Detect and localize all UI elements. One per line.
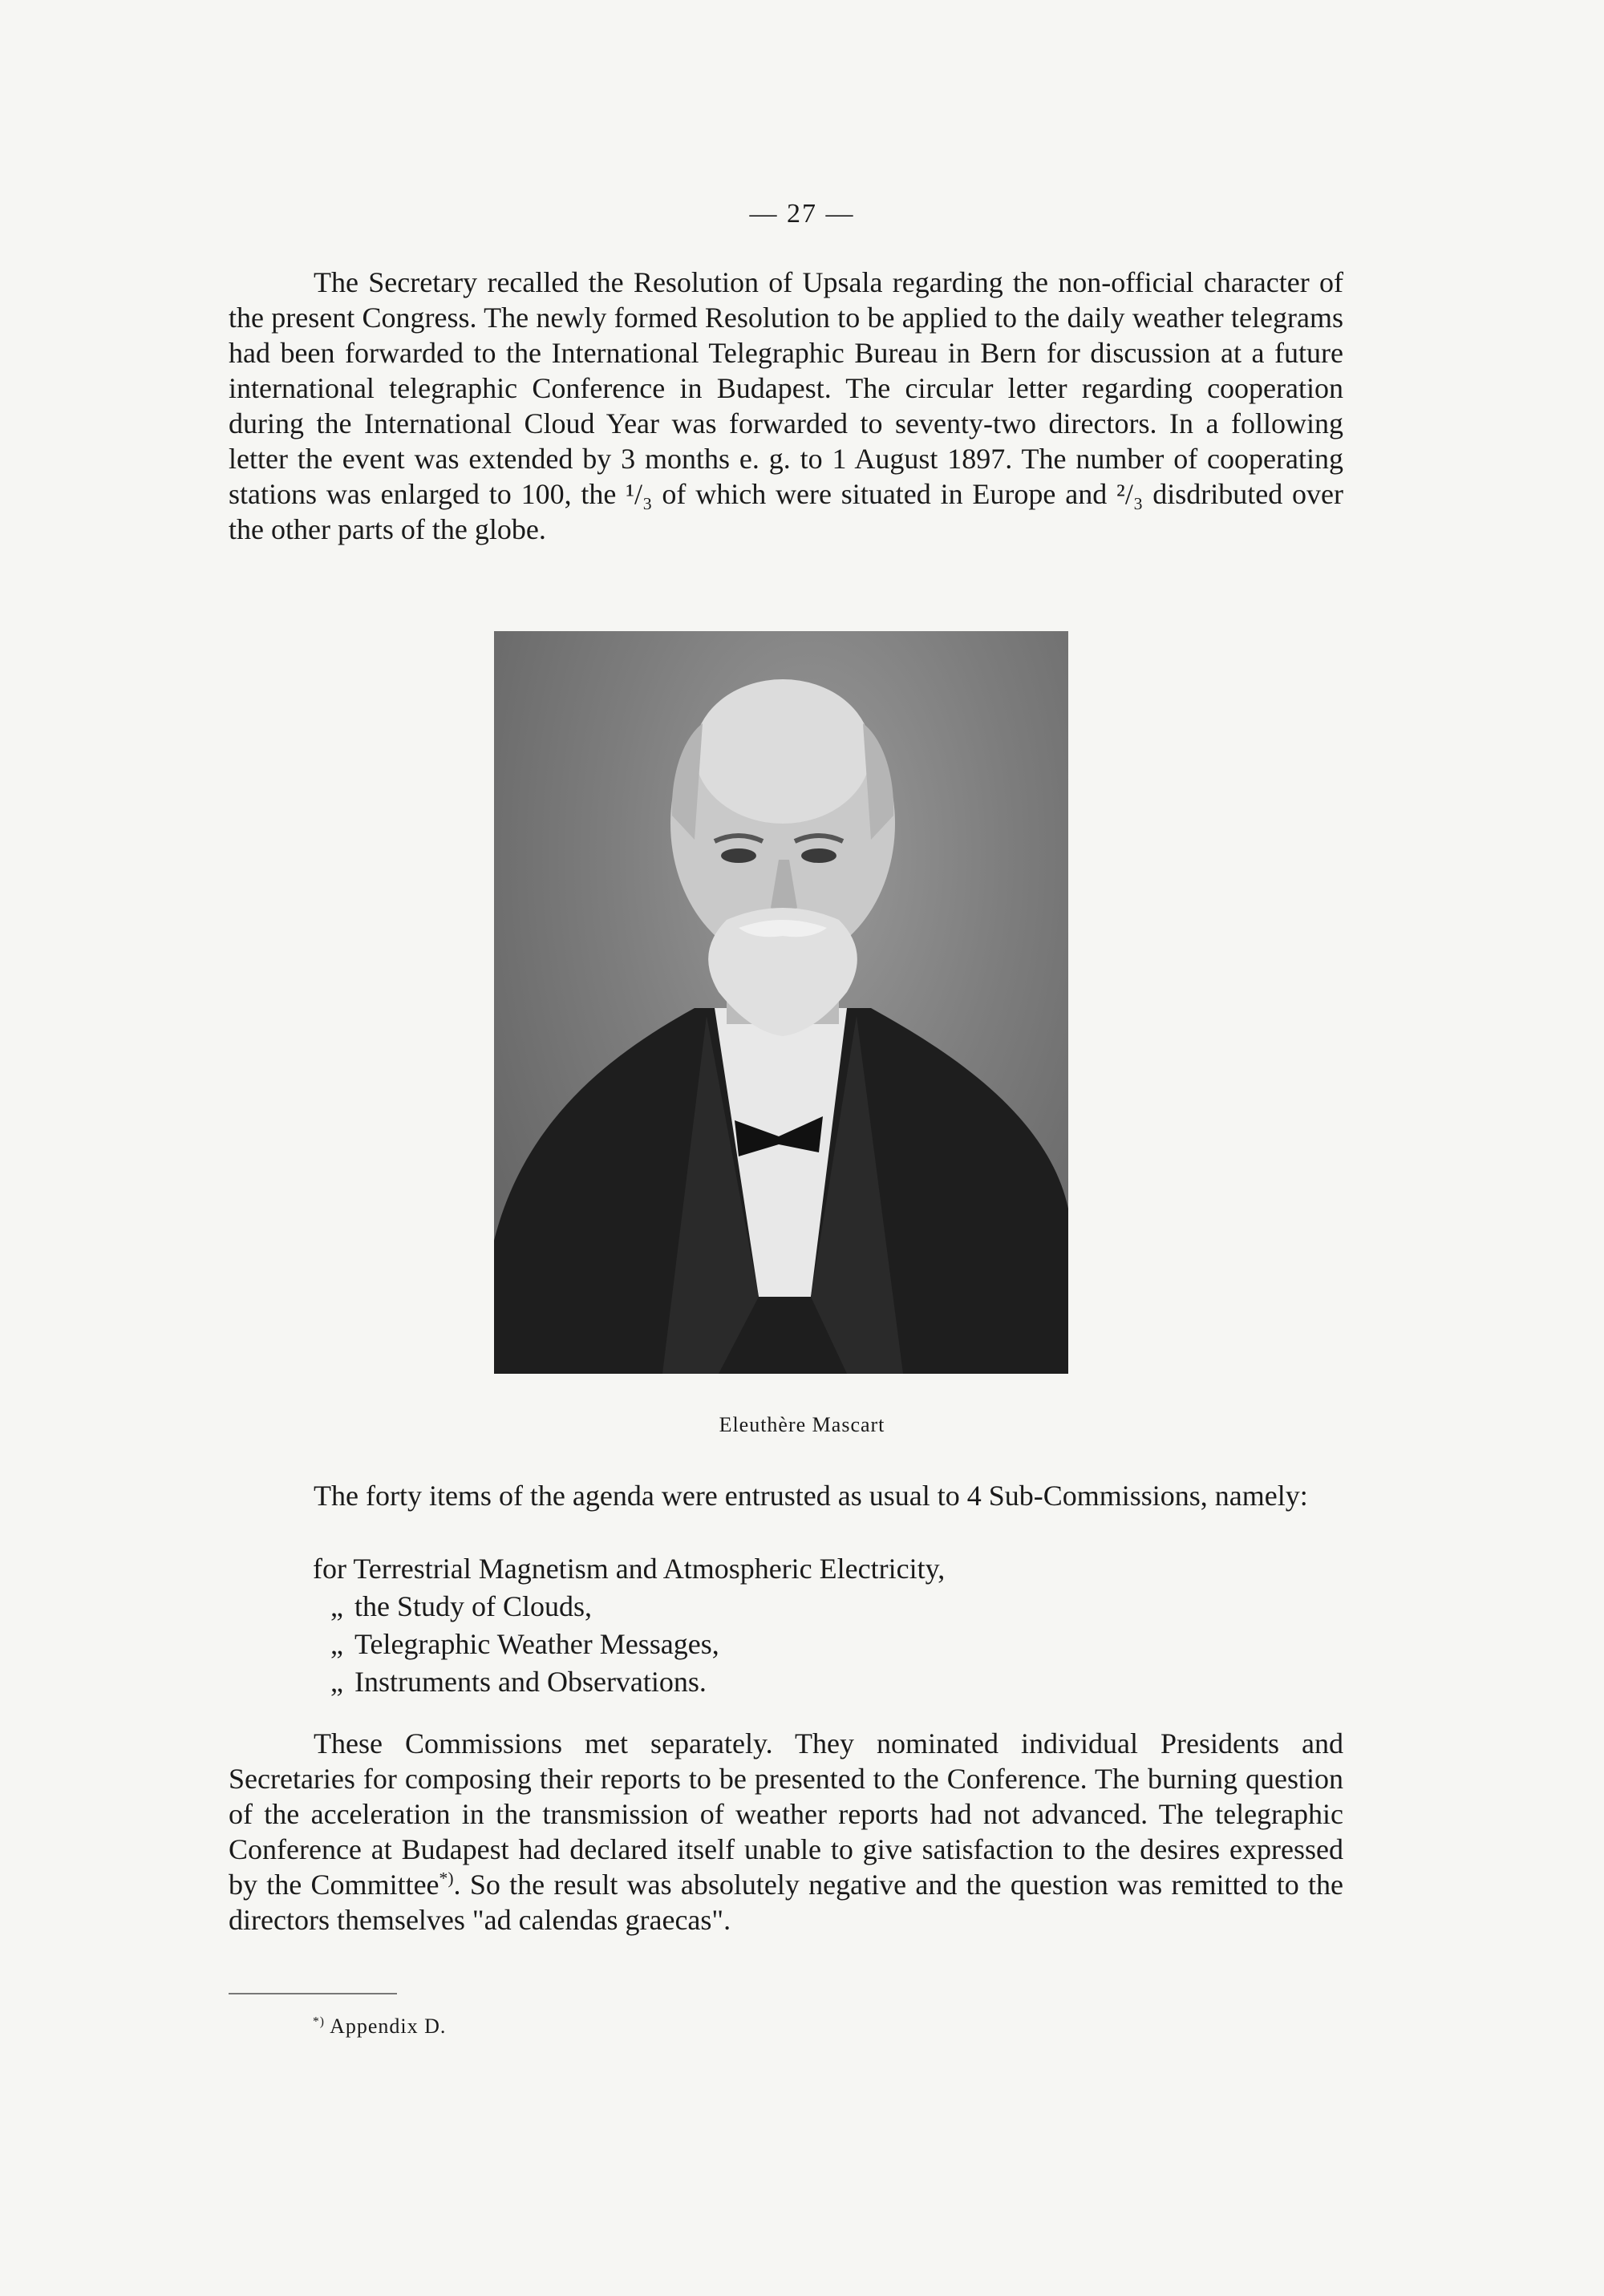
paragraph-text: The Secretary recalled the Resolution of Upsala regarding the non-official character of the present Congress. The newly formed Resolution to be applied to the daily weather telegrams had been forwarded to the International Telegraphic Bureau in Bern for discussion at a future international telegraphic Conference in Budapest. The circular letter regarding cooperation during the International Cloud Year was forwarded to seventy-two directors. In a following letter the event was extended by 3 months e. g. to 1 August 1897. The number of cooperating stations was enlarged to 100, the [229, 266, 1343, 510]
paragraph-agenda [229, 1478, 1343, 1513]
paragraph-secretary [229, 265, 1343, 547]
fraction-two-thirds: ²/₃ [1116, 478, 1144, 510]
list-item: „ Telegraphic Weather Messages, [313, 1626, 945, 1663]
photo-caption: Eleuthère Mascart [719, 1413, 885, 1436]
footnote-divider [229, 1993, 397, 1994]
footnote [313, 2015, 446, 2039]
footnote-text: Appendix D. [330, 2015, 447, 2038]
paragraph-text: These Commissions met separately. They nominated individual Presidents and Secretaries for composing their reports to be presented to the Conference. The burning question of the acceleration in the transmission of weather reports had not advanced. The telegraphic Conference at Budapest had declared itself unable to give satisfaction to the desires expressed by the Committee [229, 1727, 1343, 1901]
ditto-mark: „ [330, 1628, 343, 1660]
paragraph-text-end: disdributed over the other parts of the globe. [229, 478, 1343, 545]
sub-commission-list [313, 1550, 945, 1701]
footnote-mark: *) [313, 2015, 325, 2029]
portrait-illustration [494, 631, 1068, 1374]
paragraph-text: The forty items of the agenda were entrusted as usual to 4 Sub-Commissions, namely: [314, 1480, 1308, 1512]
list-item: „ Instruments and Observations. [313, 1663, 945, 1701]
footnote-reference: *) [439, 1869, 454, 1888]
paragraph-text-middle: of which were situated in Europe and [662, 478, 1108, 510]
list-item: „ the Study of Clouds, [313, 1588, 945, 1626]
page-number: — 27 — [749, 199, 855, 229]
ditto-mark: „ [330, 1590, 343, 1622]
paragraph-text-end: . So the result was absolutely negative and the question was remitted to the directors themselves "ad calendas graecas". [229, 1869, 1343, 1936]
portrait-photo [494, 631, 1068, 1374]
paragraph-commissions [229, 1726, 1343, 1938]
list-item: for Terrestrial Magnetism and Atmospheric Electricity, [313, 1553, 946, 1585]
fraction-one-third: ¹/₃ [626, 478, 653, 510]
ditto-mark: „ [330, 1666, 343, 1698]
